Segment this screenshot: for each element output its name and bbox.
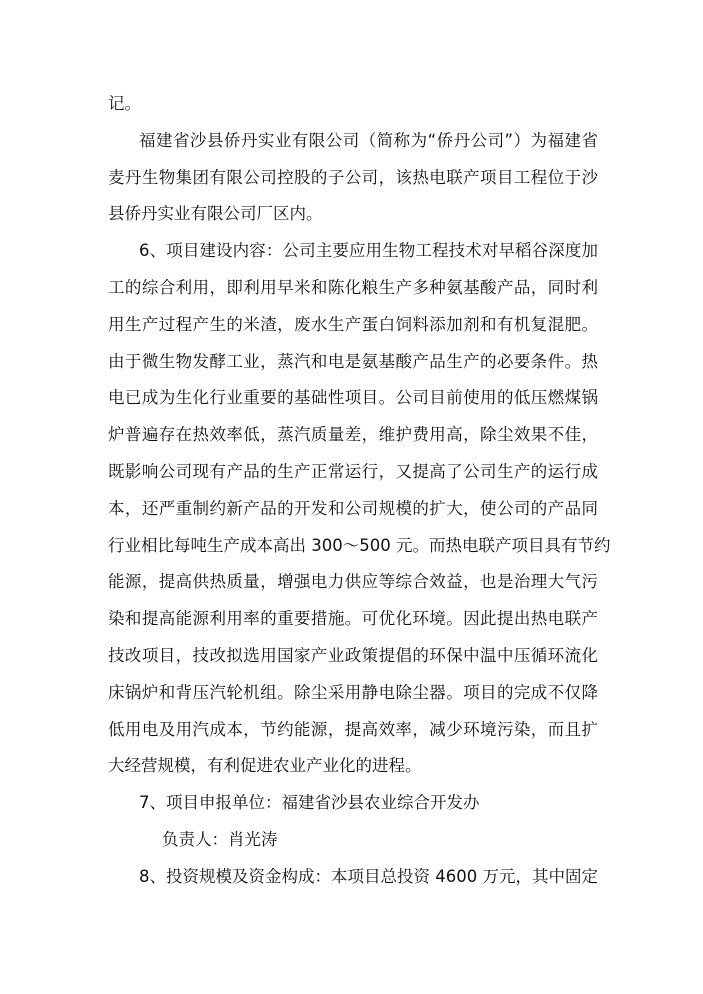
document-body bbox=[108, 86, 611, 896]
text-line: 电已成为生化行业重要的基础性项目。公司目前使用的低压燃煤锅 bbox=[108, 388, 598, 408]
text-line: 记。 bbox=[108, 94, 141, 113]
text-line: 工的综合利用，即利用早米和陈化粮生产多种氨基酸产品，同时利 bbox=[108, 277, 598, 297]
text-line: 能源，提高供热质量，增强电力供应等综合效益，也是治理大气污 bbox=[108, 572, 598, 592]
text-line: 技改项目，技改拟选用国家产业政策提倡的环保中温中压循环流化 bbox=[108, 645, 598, 665]
text-line: 负责人：肖光涛 bbox=[162, 829, 278, 849]
text-line: 7、项目申报单位：福建省沙县农业综合开发办 bbox=[139, 793, 480, 813]
text-line: 用生产过程产生的米渣，废水生产蛋白饲料添加剂和有机复混肥。 bbox=[108, 314, 598, 334]
text-line: 低用电及用汽成本，节约能源，提高效率，减少环境污染，而且扩 bbox=[108, 719, 598, 739]
text-line: 行业相比每吨生产成本高出 300～500 元。而热电联产项目具有节约 bbox=[108, 535, 611, 555]
text-line: 6、项目建设内容：公司主要应用生物工程技术对早稻谷深度加 bbox=[139, 241, 598, 261]
text-line: 染和提高能源利用率的重要措施。可优化环境。因此提出热电联产 bbox=[108, 609, 598, 629]
text-line: 由于微生物发酵工业，蒸汽和电是氨基酸产品生产的必要条件。热 bbox=[108, 351, 598, 371]
text-line: 县侨丹实业有限公司厂区内。 bbox=[108, 204, 323, 224]
text-line: 麦丹生物集团有限公司控股的子公司，该热电联产项目工程位于沙 bbox=[108, 167, 598, 187]
text-line: 炉普遍存在热效率低，蒸汽质量差，维护费用高，除尘效果不佳， bbox=[108, 425, 598, 445]
text-line: 本，还严重制约新产品的开发和公司规模的扩大，使公司的产品同 bbox=[108, 498, 598, 518]
text-line: 既影响公司现有产品的生产正常运行，又提高了公司生产的运行成 bbox=[108, 461, 598, 481]
text-line: 床锅炉和背压汽轮机组。除尘采用静电除尘器。项目的完成不仅降 bbox=[108, 682, 598, 702]
text-line: 8、投资规模及资金构成：本项目总投资 4600 万元，其中固定 bbox=[139, 866, 598, 886]
text-line: 大经营规模，有利促进农业产业化的进程。 bbox=[108, 756, 422, 776]
text-line: 福建省沙县侨丹实业有限公司（简称为“侨丹公司”）为福建省 bbox=[139, 130, 598, 150]
